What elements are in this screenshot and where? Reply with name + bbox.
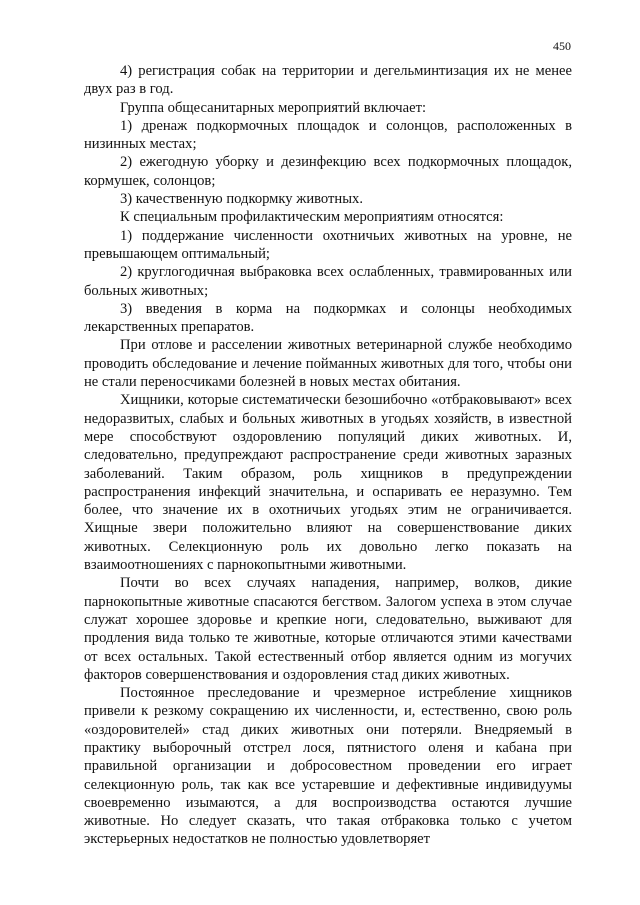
page-number: 450	[553, 39, 571, 53]
paragraph: 2) круглогодичная выбраковка всех ослабленных, травмированных или больных животных;	[84, 264, 572, 299]
paragraph: При отлове и расселении животных ветеринарной службе необходимо проводить обследование и лечение пойманных животных для того, чтобы они не стали переносчиками болезней в новых местах обитания.	[84, 337, 572, 391]
paragraph: 1) дренаж подкормочных площадок и солонцов, расположенных в низинных местах;	[84, 117, 572, 153]
paragraph: 3) качественную подкормку животных.	[120, 191, 363, 208]
paragraph: 1) поддержание численности охотничьих животных на уровне, не превышающем оптимальный;	[84, 227, 572, 262]
paragraph: Группа общесанитарных мероприятий включает:	[120, 99, 427, 116]
paragraph: Постоянное преследование и чрезмерное истребление хищников привели к резкому сокращению их численности, и, естественно, свою роль «оздоровителей» стад диких животных они потеряли. Внедряемый в практику выборочный отстрел лося, пятнистого оленя и кабана при правильной организации и добросовестном проведении его играет селекционную роль, так как все устаревшие и дефективные индивидуумы своевременно изымаются, а для воспроизводства остаются лучшие животные. Но следует сказать, что такая отбраковка только с учетом экстерьерных недостатков не полностью удовлетворяет	[84, 685, 572, 848]
paragraph: Хищники, которые систематически безошибочно «отбраковывают» всех недоразвитых, слабых и больных животных в угодьях хозяйств, в известной мере способствуют оздоровлению популяций диких животных. И, следовательно, предупреждают распространение среди животных заразных заболеваний. Таким образом, роль хищников в предупреждении распространения инфекций значительна, и оспаривать ее неразумно. Тем более, что значение их в охотничьих угодьях этим не ограничивается. Хищные звери положительно влияют на совершенствование диких животных. Селекционную роль их довольно легко показать на взаимоотношениях с парнокопытными животными.	[84, 392, 572, 574]
paragraph: 4) регистрация собак на территории и дегельминтизация их не менее двух раз в год.	[84, 63, 572, 98]
paragraph: 2) ежегодную уборку и дезинфекцию всех подкормочных площадок, кормушек, солонцов;	[84, 154, 572, 189]
body-text	[84, 62, 572, 849]
paragraph: К специальным профилактическим мероприятиям относятся:	[120, 209, 504, 226]
paragraph: Почти во всех случаях нападения, например, волков, дикие парнокопытные животные спасаются бегством. Залогом успеха в этом случае служат хорошее здоровье и крепкие ноги, следовательно, выживают для продления вида только те животные, которые отличаются этими качествами от всех остальных. Такой естественный отбор является одним из могучих факторов совершенствования и оздоровления стад диких животных.	[84, 575, 572, 683]
paragraph: 3) введения в корма на подкормках и солонцы необходимых лекарственных препаратов.	[84, 300, 572, 336]
